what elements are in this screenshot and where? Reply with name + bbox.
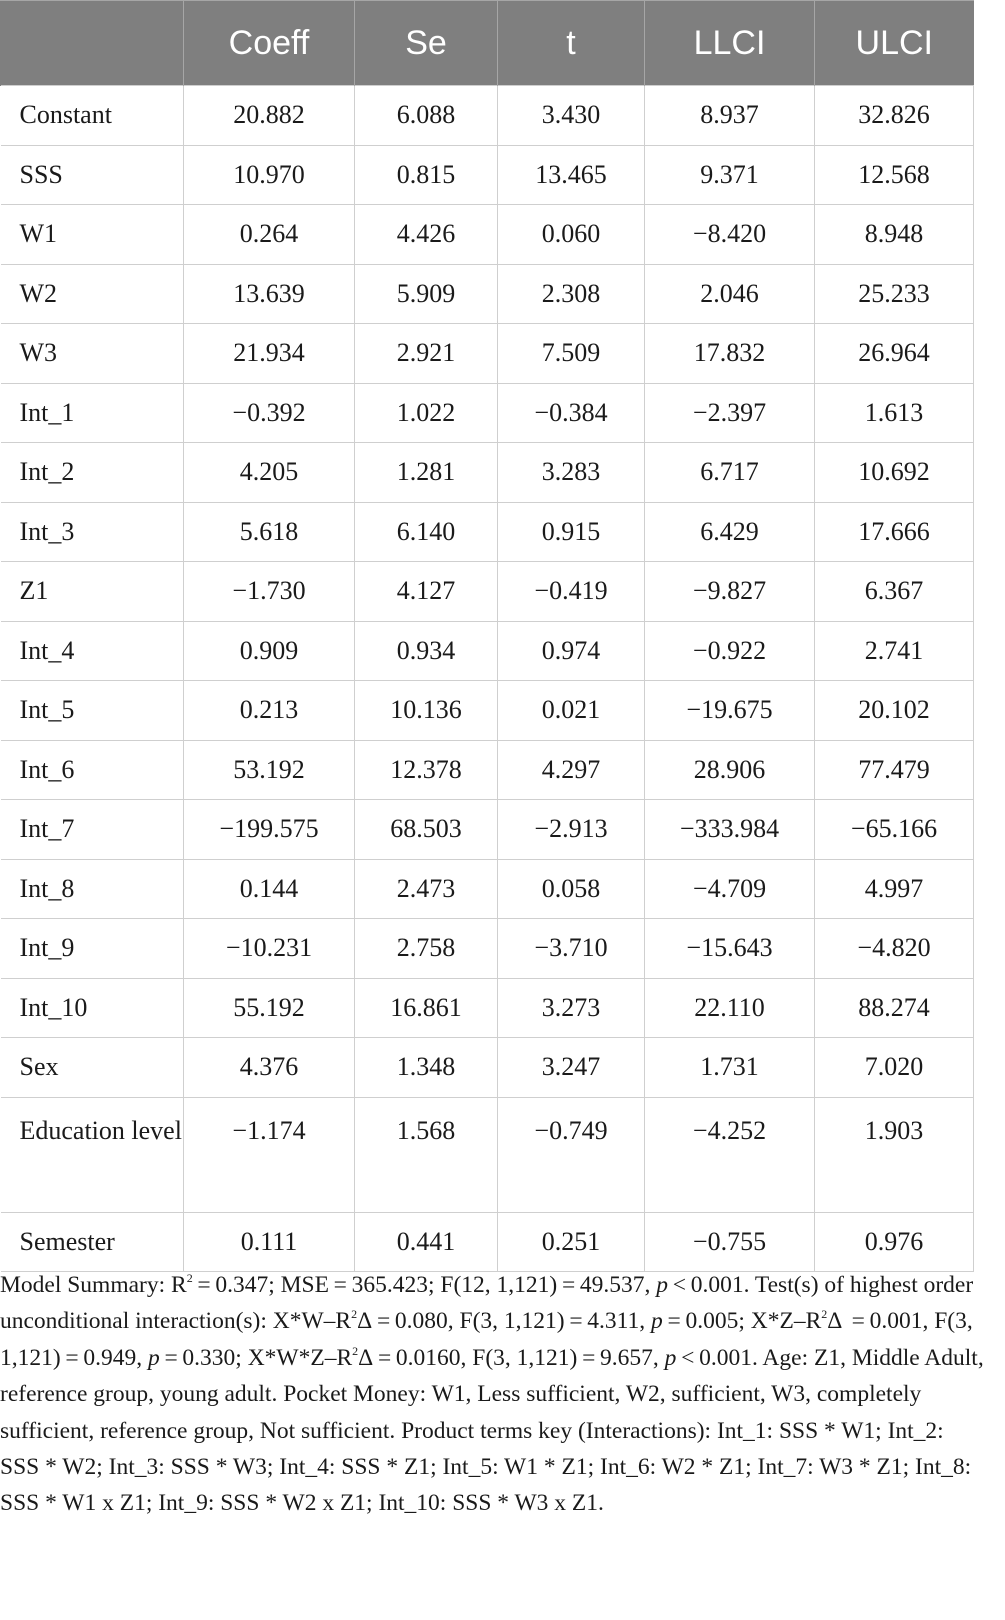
table-row xyxy=(1,1038,974,1098)
table-cell: 0.815 xyxy=(355,145,498,205)
table-cell: 55.192 xyxy=(184,978,355,1038)
table-cell: −3.710 xyxy=(498,919,645,979)
table-cell: 1.731 xyxy=(645,1038,815,1098)
header-cell xyxy=(1,1,184,86)
table-cell: −333.984 xyxy=(645,800,815,860)
table-cell: 0.251 xyxy=(498,1212,645,1272)
table-cell: 1.348 xyxy=(355,1038,498,1098)
table-cell: −0.922 xyxy=(645,621,815,681)
table-cell: −65.166 xyxy=(815,800,974,860)
table-cell: 12.378 xyxy=(355,740,498,800)
table-cell: −8.420 xyxy=(645,205,815,265)
table-cell: −1.174 xyxy=(184,1097,355,1212)
table-cell: 0.264 xyxy=(184,205,355,265)
table-cell: −15.643 xyxy=(645,919,815,979)
table-cell: −199.575 xyxy=(184,800,355,860)
table-row xyxy=(1,502,974,562)
table-footnote xyxy=(0,1267,985,1522)
table-row xyxy=(1,205,974,265)
table-cell: 2.046 xyxy=(645,264,815,324)
table-cell: 1.613 xyxy=(815,383,974,443)
table-cell: 3.430 xyxy=(498,86,645,146)
table-cell: 17.832 xyxy=(645,324,815,384)
table-cell: 4.426 xyxy=(355,205,498,265)
header-cell: t xyxy=(498,1,645,86)
table-cell: 4.205 xyxy=(184,443,355,503)
table-cell: 0.976 xyxy=(815,1212,974,1272)
table-cell: 6.140 xyxy=(355,502,498,562)
table-cell: 1.281 xyxy=(355,443,498,503)
table-row xyxy=(1,621,974,681)
note-italic-p: p xyxy=(148,1344,160,1371)
note-text: < 0.001. Test(s) of highest order unconditional interaction(s): X*W–R xyxy=(0,1272,974,1335)
note-superscript: 2 xyxy=(186,1271,193,1285)
note-text: = 0.347; MSE = 365.423; F(12, 1,121) = 49.537, xyxy=(192,1272,657,1298)
table-cell: −0.755 xyxy=(645,1212,815,1272)
row-label: Int_3 xyxy=(1,502,184,562)
table-cell: 4.376 xyxy=(184,1038,355,1098)
row-label: Int_5 xyxy=(1,681,184,741)
row-label: Education level xyxy=(1,1097,184,1212)
table-cell: 0.441 xyxy=(355,1212,498,1272)
row-label: Int_1 xyxy=(1,383,184,443)
table-row xyxy=(1,681,974,741)
table-row xyxy=(1,86,974,146)
table-row xyxy=(1,145,974,205)
table-cell: −10.231 xyxy=(184,919,355,979)
table-cell: 0.213 xyxy=(184,681,355,741)
header-cell: LLCI xyxy=(645,1,815,86)
table-cell: 26.964 xyxy=(815,324,974,384)
table-cell: 25.233 xyxy=(815,264,974,324)
table-cell: −2.397 xyxy=(645,383,815,443)
table-cell: −0.419 xyxy=(498,562,645,622)
note-text: Δ = 0.001, F(3, 1,121) = 0.949, xyxy=(0,1308,973,1371)
table-cell: 5.618 xyxy=(184,502,355,562)
row-label: Int_8 xyxy=(1,859,184,919)
table-cell: 6.367 xyxy=(815,562,974,622)
table-cell: 3.283 xyxy=(498,443,645,503)
note-text: Δ = 0.080, F(3, 1,121) = 4.311, xyxy=(357,1308,652,1335)
table-cell: −2.913 xyxy=(498,800,645,860)
table-row xyxy=(1,919,974,979)
table-row xyxy=(1,740,974,800)
table-cell: 6.429 xyxy=(645,502,815,562)
table-cell: 32.826 xyxy=(815,86,974,146)
table-cell: 3.273 xyxy=(498,978,645,1038)
table-cell: 0.915 xyxy=(498,502,645,562)
row-label: Z1 xyxy=(1,562,184,622)
table-cell: 68.503 xyxy=(355,800,498,860)
table-cell: 20.882 xyxy=(184,86,355,146)
table-header-row xyxy=(1,1,974,86)
table-cell: 22.110 xyxy=(645,978,815,1038)
note-text: = 0.005; X*Z–R xyxy=(662,1308,822,1335)
table-cell: −0.749 xyxy=(498,1097,645,1212)
header-cell: Coeff xyxy=(184,1,355,86)
table-cell: 0.021 xyxy=(498,681,645,741)
table-cell: 10.970 xyxy=(184,145,355,205)
table-cell: 9.371 xyxy=(645,145,815,205)
table-cell: 0.060 xyxy=(498,205,645,265)
table-cell: 16.861 xyxy=(355,978,498,1038)
table-cell: 2.741 xyxy=(815,621,974,681)
table-cell: −0.392 xyxy=(184,383,355,443)
table-cell: 13.639 xyxy=(184,264,355,324)
note-superscript: 2 xyxy=(352,1343,359,1358)
table-cell: 6.088 xyxy=(355,86,498,146)
table-cell: 28.906 xyxy=(645,740,815,800)
header-cell: Se xyxy=(355,1,498,86)
table-cell: 53.192 xyxy=(184,740,355,800)
table-cell: 5.909 xyxy=(355,264,498,324)
table-cell: 17.666 xyxy=(815,502,974,562)
table-cell: 8.937 xyxy=(645,86,815,146)
table-cell: 0.058 xyxy=(498,859,645,919)
table-cell: −19.675 xyxy=(645,681,815,741)
table-cell: 6.717 xyxy=(645,443,815,503)
note-italic-p: p xyxy=(664,1344,677,1371)
table-row xyxy=(1,562,974,622)
note-superscript: 2 xyxy=(351,1307,358,1322)
note-italic-p: p xyxy=(656,1272,669,1298)
table-cell: 77.479 xyxy=(815,740,974,800)
table-cell: 4.127 xyxy=(355,562,498,622)
note-text: = 0.330; X*W*Z–R xyxy=(159,1344,353,1371)
table-cell: 0.144 xyxy=(184,859,355,919)
table-row xyxy=(1,1212,974,1272)
table-cell: 88.274 xyxy=(815,978,974,1038)
table-cell: 0.974 xyxy=(498,621,645,681)
row-label: Int_4 xyxy=(1,621,184,681)
table-row xyxy=(1,443,974,503)
table-cell: −9.827 xyxy=(645,562,815,622)
note-italic-p: p xyxy=(651,1308,663,1335)
table-cell: 0.934 xyxy=(355,621,498,681)
table-cell: 10.136 xyxy=(355,681,498,741)
table-cell: 8.948 xyxy=(815,205,974,265)
table-cell: −4.820 xyxy=(815,919,974,979)
table-cell: −0.384 xyxy=(498,383,645,443)
note-text: Model Summary: R xyxy=(0,1272,187,1298)
row-label: SSS xyxy=(1,145,184,205)
table-cell: −1.730 xyxy=(184,562,355,622)
table-row xyxy=(1,978,974,1038)
row-label: W3 xyxy=(1,324,184,384)
table-cell: 4.297 xyxy=(498,740,645,800)
table-cell: 2.921 xyxy=(355,324,498,384)
table-cell: 20.102 xyxy=(815,681,974,741)
table-body xyxy=(1,86,974,1272)
row-label: Int_2 xyxy=(1,443,184,503)
row-label: W1 xyxy=(1,205,184,265)
table-cell: 2.308 xyxy=(498,264,645,324)
row-label: Constant xyxy=(1,86,184,146)
table-cell: 4.997 xyxy=(815,859,974,919)
row-label: Sex xyxy=(1,1038,184,1098)
table-cell: 1.022 xyxy=(355,383,498,443)
table-cell: 12.568 xyxy=(815,145,974,205)
note-text: < 0.001. Age: Z1, Middle Adult, reference group, young adult. Pocket Money: W1, Less sufficient, W2, sufficient, W3, completely sufficient, reference group, Not sufficient. Product terms key (Interactions): Int_1: SSS * W1; Int_2: SSS * W2; Int_3: SSS * W3; Int_4: SSS * Z1; Int_5: W1 * Z1; Int_6: W2 * Z1; Int_7: W3 * Z1; Int_8: SSS * W1 x Z1; Int_9: SSS * W2 x Z1; Int_10: SSS * W3 x Z1. xyxy=(0,1344,984,1517)
table-cell: 1.903 xyxy=(815,1097,974,1212)
table-cell: 7.509 xyxy=(498,324,645,384)
table-cell: 2.473 xyxy=(355,859,498,919)
table-cell: 0.111 xyxy=(184,1212,355,1272)
note-text: Δ = 0.0160, F(3, 1,121) = 9.657, xyxy=(358,1344,665,1371)
header-cell: ULCI xyxy=(815,1,974,86)
table-cell: 0.909 xyxy=(184,621,355,681)
table-row xyxy=(1,859,974,919)
table-cell: −4.252 xyxy=(645,1097,815,1212)
table-cell: 3.247 xyxy=(498,1038,645,1098)
table-cell: 2.758 xyxy=(355,919,498,979)
row-label: Semester xyxy=(1,1212,184,1272)
table-cell: 13.465 xyxy=(498,145,645,205)
table-row xyxy=(1,383,974,443)
table-row xyxy=(1,324,974,384)
table-row xyxy=(1,1097,974,1212)
table-cell: 21.934 xyxy=(184,324,355,384)
table-cell: 10.692 xyxy=(815,443,974,503)
table-cell: 1.568 xyxy=(355,1097,498,1212)
table-row xyxy=(1,800,974,860)
table-cell: −4.709 xyxy=(645,859,815,919)
row-label: Int_9 xyxy=(1,919,184,979)
table-row xyxy=(1,264,974,324)
note-superscript: 2 xyxy=(821,1307,828,1322)
table-cell: 7.020 xyxy=(815,1038,974,1098)
row-label: Int_10 xyxy=(1,978,184,1038)
row-label: Int_7 xyxy=(1,800,184,860)
row-label: W2 xyxy=(1,264,184,324)
row-label: Int_6 xyxy=(1,740,184,800)
